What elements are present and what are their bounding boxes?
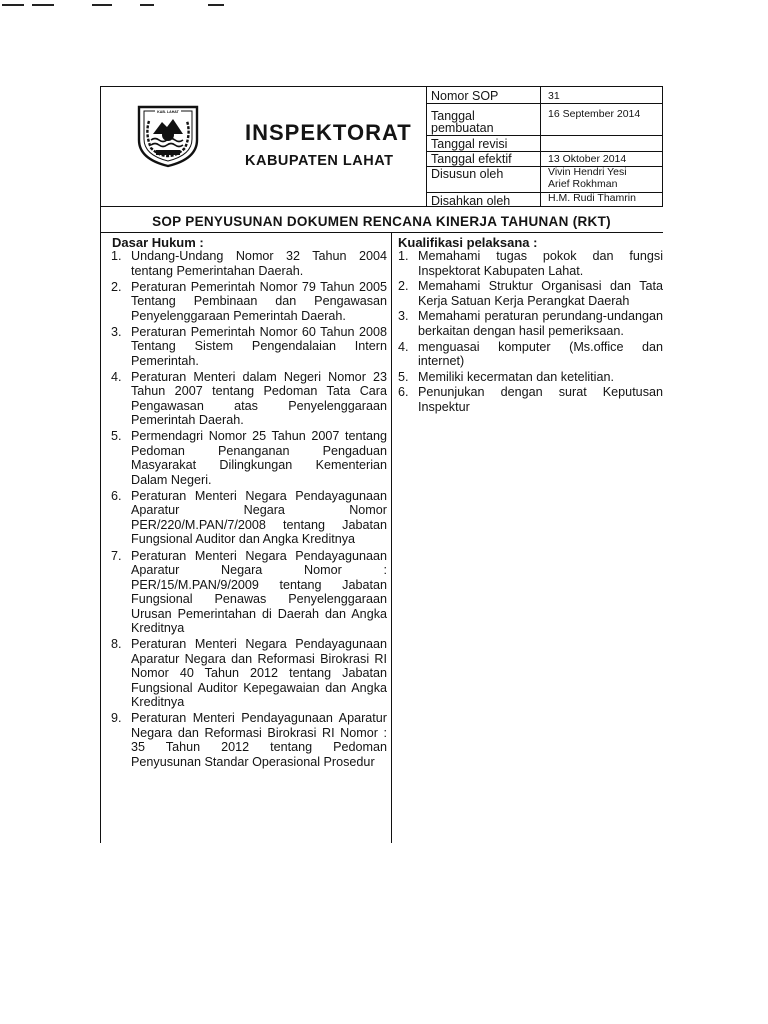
kualifikasi-heading: Kualifikasi pelaksana : (398, 235, 538, 250)
dasar-hukum-item: 7. Peraturan Menteri Negara Pendayagunaan Aparatur Negara Nomor : PER/15/M.PAN/9/2009 tentang Jabatan Fungsional Penawas Penyelenggaraan Urusan Pemerintahan di Daerah dan Angka Kreditnya (111, 548, 387, 636)
meta-row-border (426, 135, 663, 136)
kualifikasi-item: 3. Memahami peraturan perundang-undangan berkaitan dengan hasil pemeriksaan. (398, 309, 663, 338)
meta-value-tanggal-efektif: 13 Oktober 2014 (548, 153, 627, 165)
meta-label-tanggal-revisi: Tanggal revisi (431, 137, 508, 151)
dasar-hukum-item: 8. Peraturan Menteri Negara Pendayagunaan Aparatur Negara dan Reformasi Birokrasi RI Nomor 40 Tahun 2012 tentang Jabatan Fungsional Auditor Kepegawaian dan Angka Kreditnya (111, 637, 387, 710)
meta-value-disahkan-oleh: H.M. Rudi Thamrin (548, 192, 636, 204)
meta-value-tanggal-pembuatan: 16 September 2014 (548, 108, 641, 120)
organization-name: INSPEKTORAT (245, 120, 412, 145)
frame-top-border (100, 86, 663, 87)
meta-label-disahkan-oleh: Disahkan oleh (431, 194, 511, 208)
meta-label-tanggal-efektif: Tanggal efektif (431, 152, 512, 166)
kualifikasi-item: 6. Penunjukan dengan surat Keputusan Inspektur (398, 385, 663, 414)
meta-label-disusun-oleh: Disusun oleh (431, 167, 504, 181)
column-divider (391, 232, 392, 843)
frame-header-bottom-border (100, 206, 663, 207)
meta-table-value-divider (540, 86, 541, 206)
dasar-hukum-item: 2. Peraturan Pemerintah Nomor 79 Tahun 2005 Tentang Pembinaan dan Pengawasan Penyelenggaraan Pemerintah Daerah. (111, 279, 387, 323)
svg-text:KAB. LAHAT: KAB. LAHAT (157, 110, 179, 114)
kualifikasi-item: 1. Memahami tugas pokok dan fungsi Inspektorat Kabupaten Lahat. (398, 249, 663, 278)
dasar-hukum-item: 1. Undang-Undang Nomor 32 Tahun 2004 tentang Pemerintahan Daerah. (111, 249, 387, 278)
frame-left-border (100, 86, 101, 843)
kualifikasi-item: 2. Memahami Struktur Organisasi dan Tata Kerja Satuan Kerja Perangkat Daerah (398, 279, 663, 308)
meta-value-disusun-oleh: Vivin Hendri Yesi Arief Rokhman (548, 166, 627, 190)
meta-label-tanggal-pembuatan: Tanggal pembuatan (431, 109, 494, 135)
dasar-hukum-list (111, 249, 387, 771)
dasar-hukum-item: 4. Peraturan Menteri dalam Negeri Nomor 23 Tahun 2007 tentang Pedoman Tata Cara Pengawasan atas Penyelenggaraan Pemerintah Daerah. (111, 369, 387, 428)
frame-right-border (662, 86, 663, 206)
dasar-hukum-item: 3. Peraturan Pemerintah Nomor 60 Tahun 2008 Tentang Sistem Pengendalaian Intern Pemerintah. (111, 324, 387, 368)
kualifikasi-item: 5. Memiliki kecermatan dan ketelitian. (398, 369, 614, 384)
scan-mark (140, 4, 154, 6)
meta-value-nomor-sop: 31 (548, 90, 560, 102)
dasar-hukum-heading: Dasar Hukum : (112, 235, 204, 250)
frame-title-bottom-border (100, 232, 663, 233)
organization-subtitle: KABUPATEN LAHAT (245, 153, 394, 169)
meta-row-border (426, 103, 663, 104)
dasar-hukum-item: 9. Peraturan Menteri Pendayagunaan Aparatur Negara dan Reformasi Birokrasi RI Nomor : 35 Tahun 2012 tentang Pedoman Penyusunan Standar Operasional Prosedur (111, 711, 387, 769)
scan-mark (208, 4, 224, 6)
scan-mark (2, 4, 24, 6)
dasar-hukum-item: 5. Permendagri Nomor 25 Tahun 2007 tentang Pedoman Penanganan Pengaduan Masyarakat Dilingkungan Kementerian Dalam Negeri. (111, 429, 387, 487)
dasar-hukum-item: 6. Peraturan Menteri Negara Pendayagunaan Aparatur Negara Nomor PER/220/M.PAN/7/2008 tentang Jabatan Fungsional Auditor dan Angka Kreditnya (111, 488, 387, 547)
meta-label-nomor-sop: Nomor SOP (431, 89, 499, 103)
meta-table-left-border (426, 86, 427, 206)
lahat-coat-of-arms-logo (133, 104, 203, 168)
scan-mark (32, 4, 54, 6)
sop-title: SOP PENYUSUNAN DOKUMEN RENCANA KINERJA TAHUNAN (RKT) (152, 214, 611, 229)
scan-mark (92, 4, 112, 6)
kualifikasi-item: 4. menguasai komputer (Ms.office dan internet) (398, 339, 663, 369)
kualifikasi-list (398, 249, 663, 416)
sop-document (100, 86, 663, 843)
